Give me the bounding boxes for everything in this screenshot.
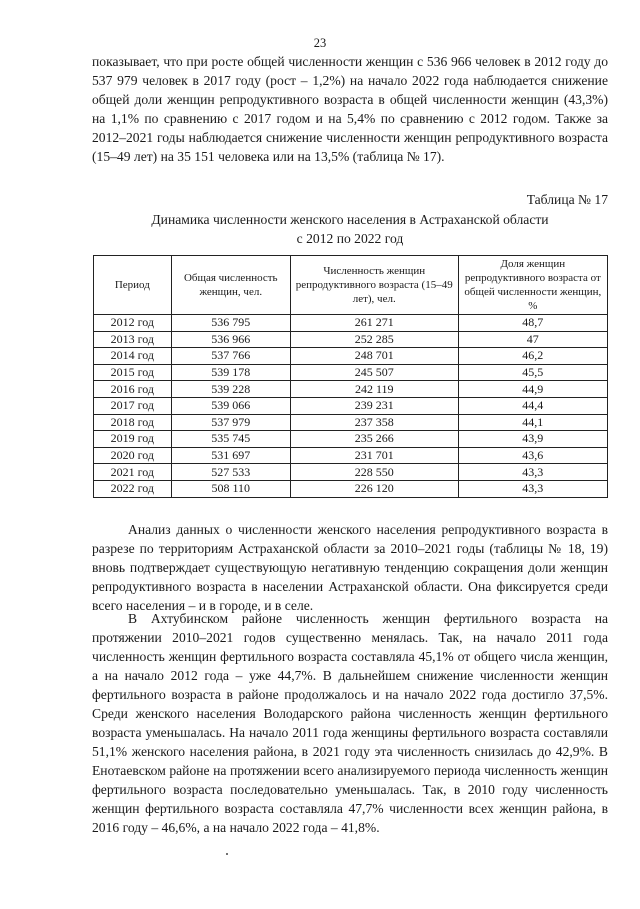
cell-period: 2016 год: [94, 381, 172, 398]
cell-total: 539 228: [171, 381, 290, 398]
cell-share: 43,9: [458, 431, 607, 448]
cell-reproductive: 239 231: [290, 397, 458, 414]
cell-total: 539 178: [171, 364, 290, 381]
cell-total: 527 533: [171, 464, 290, 481]
table-row: [94, 464, 608, 481]
cell-share: 44,9: [458, 381, 607, 398]
paragraph-districts: В Ахтубинском районе численность женщин фертильного возраста на протяжении 2010–2021 годов существенно менялась. Так, на начало 2011 года численность женщин фертильного возраста составляла 45,1% от общего числа женщин, а на начало 2012 года – уже 44,7%. В дальнейшем снижение численности женщин фертильного возраста в районе продолжалось и на начало 2022 года достигло 37,5%. Среди женского населения Володарского района численность женщин фертильного возраста уменьшалась. На начало 2011 года женщины фертильного возраста составляли 51,1% женского населения района, в 2021 году эта численность снизилась до 42,9%. В Енотаевском районе на протяжении всего анализируемого периода численность женщин фертильного возраста последовательно уменьшалась. Так, в 2010 году численность женщин фертильного возраста составляла 47,7% численности всех женщин района, в 2016 году – 46,6%, а на начало 2022 года – 41,8%.: [92, 611, 608, 835]
cell-reproductive: 228 550: [290, 464, 458, 481]
table-row: [94, 480, 608, 497]
population-table: [93, 255, 608, 498]
cell-total: 535 745: [171, 431, 290, 448]
table-row: [94, 414, 608, 431]
page-number: 23: [313, 36, 327, 50]
table-title: [92, 210, 608, 248]
cell-period: 2017 год: [94, 397, 172, 414]
cell-period: 2014 год: [94, 348, 172, 365]
cell-total: 536 795: [171, 315, 290, 332]
cell-reproductive: 231 701: [290, 447, 458, 464]
header-reproductive: Численность женщин репродуктивного возраста (15–49 лет), чел.: [290, 256, 458, 315]
cell-total: 537 979: [171, 414, 290, 431]
table-row: [94, 364, 608, 381]
cell-share: 48,7: [458, 315, 607, 332]
cell-total: 537 766: [171, 348, 290, 365]
cell-period: 2022 год: [94, 480, 172, 497]
scan-artifact-dot: [226, 853, 228, 855]
cell-reproductive: 248 701: [290, 348, 458, 365]
cell-total: 508 110: [171, 480, 290, 497]
cell-total: 531 697: [171, 447, 290, 464]
cell-share: 44,1: [458, 414, 607, 431]
paragraph-analysis: Анализ данных о численности женского населения репродуктивного возраста в разрезе по территориям Астраханской области за 2010–2021 годы (таблицы № 18, 19) вновь подтверждает существующую негативную тенденцию сокращения доли женщин репродуктивного возраста в населении Астраханской области. Она фиксируется среди всего населения – и в городе, и в селе.: [92, 522, 608, 613]
cell-reproductive: 245 507: [290, 364, 458, 381]
table-row: [94, 381, 608, 398]
cell-share: 44,4: [458, 397, 607, 414]
cell-total: 536 966: [171, 331, 290, 348]
table-header-row: [94, 256, 608, 315]
cell-share: 43,6: [458, 447, 607, 464]
table-title-line-2: с 2012 по 2022 год: [296, 231, 404, 246]
cell-reproductive: 235 266: [290, 431, 458, 448]
cell-reproductive: 237 358: [290, 414, 458, 431]
cell-period: 2021 год: [94, 464, 172, 481]
cell-reproductive: 226 120: [290, 480, 458, 497]
cell-reproductive: 252 285: [290, 331, 458, 348]
cell-period: 2020 год: [94, 447, 172, 464]
table-number: Таблица № 17: [526, 192, 608, 207]
cell-share: 46,2: [458, 348, 607, 365]
table-row: [94, 397, 608, 414]
table-row: [94, 348, 608, 365]
table-row: [94, 447, 608, 464]
cell-period: 2013 год: [94, 331, 172, 348]
table-row: [94, 315, 608, 332]
table-row: [94, 331, 608, 348]
cell-period: 2018 год: [94, 414, 172, 431]
cell-share: 43,3: [458, 480, 607, 497]
cell-period: 2015 год: [94, 364, 172, 381]
cell-total: 539 066: [171, 397, 290, 414]
header-share: Доля женщин репродуктивного возраста от общей численности женщин, %: [458, 256, 607, 315]
table-title-line-1: Динамика численности женского населения в Астраханской области: [151, 212, 549, 227]
cell-period: 2019 год: [94, 431, 172, 448]
table-body: [94, 315, 608, 498]
cell-reproductive: 261 271: [290, 315, 458, 332]
cell-reproductive: 242 119: [290, 381, 458, 398]
cell-share: 43,3: [458, 464, 607, 481]
cell-period: 2012 год: [94, 315, 172, 332]
paragraph-intro: показывает, что при росте общей численности женщин с 536 966 человек в 2012 году до 537 979 человек в 2017 году (рост – 1,2%) на начало 2022 года наблюдается снижение общей доли женщин репродуктивного возраста в общей численности женщин (43,3%) на 1,1% по сравнению с 2017 годом и на 5,4% по сравнению с 2012 годом. Также за 2012–2021 годы наблюдается снижение численности женщин репродуктивного возраста (15–49 лет) на 35 151 человека или на 13,5% (таблица № 17).: [92, 54, 608, 164]
cell-share: 45,5: [458, 364, 607, 381]
header-total: Общая численность женщин, чел.: [171, 256, 290, 315]
table-row: [94, 431, 608, 448]
header-period: Период: [94, 256, 172, 315]
cell-share: 47: [458, 331, 607, 348]
